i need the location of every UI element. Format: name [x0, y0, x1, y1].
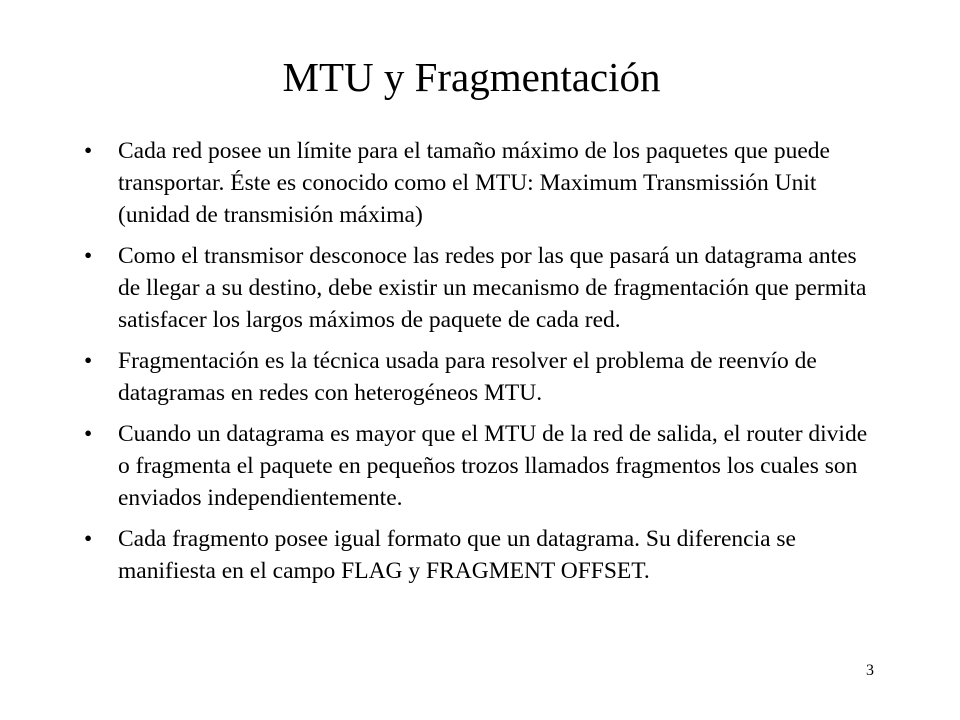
slide-title: MTU y Fragmentación: [282, 54, 661, 100]
bullet-text: Cada fragmento posee igual formato que un datagrama. Su diferencia se manifiesta en el campo FLAG y FRAGMENT OFFSET.: [118, 526, 796, 584]
bullet-text: Como el transmisor desconoce las redes por las que pasará un datagrama antes de llegar a su destino, debe existir un mecanismo de fragmentación que permita satisfacer los largos máximos de paquete de cada red.: [118, 243, 867, 333]
page-number: 3: [866, 662, 874, 679]
bullet-item: [84, 418, 884, 514]
bullet-icon: •: [84, 138, 93, 164]
bullet-icon: •: [84, 421, 93, 447]
bullet-item: [84, 345, 884, 409]
bullet-item: [84, 135, 884, 231]
bullet-item: [84, 523, 884, 587]
bullet-text: Cada red posee un límite para el tamaño máximo de los paquetes que puede transportar. Éste es conocido como el MTU: Maximum Transmissión Unit (unidad de transmisión máxima): [118, 138, 830, 228]
bullet-icon: •: [84, 348, 93, 374]
bullet-icon: •: [84, 243, 93, 269]
bullet-text: Fragmentación es la técnica usada para resolver el problema de reenvío de datagramas en redes con heterogéneos MTU.: [118, 348, 817, 406]
bullet-list: [84, 135, 884, 596]
bullet-item: [84, 240, 884, 336]
bullet-icon: •: [84, 526, 93, 552]
bullet-text: Cuando un datagrama es mayor que el MTU de la red de salida, el router divide o fragmenta el paquete en pequeños trozos llamados fragmentos los cuales son enviados independientemente.: [118, 421, 868, 511]
